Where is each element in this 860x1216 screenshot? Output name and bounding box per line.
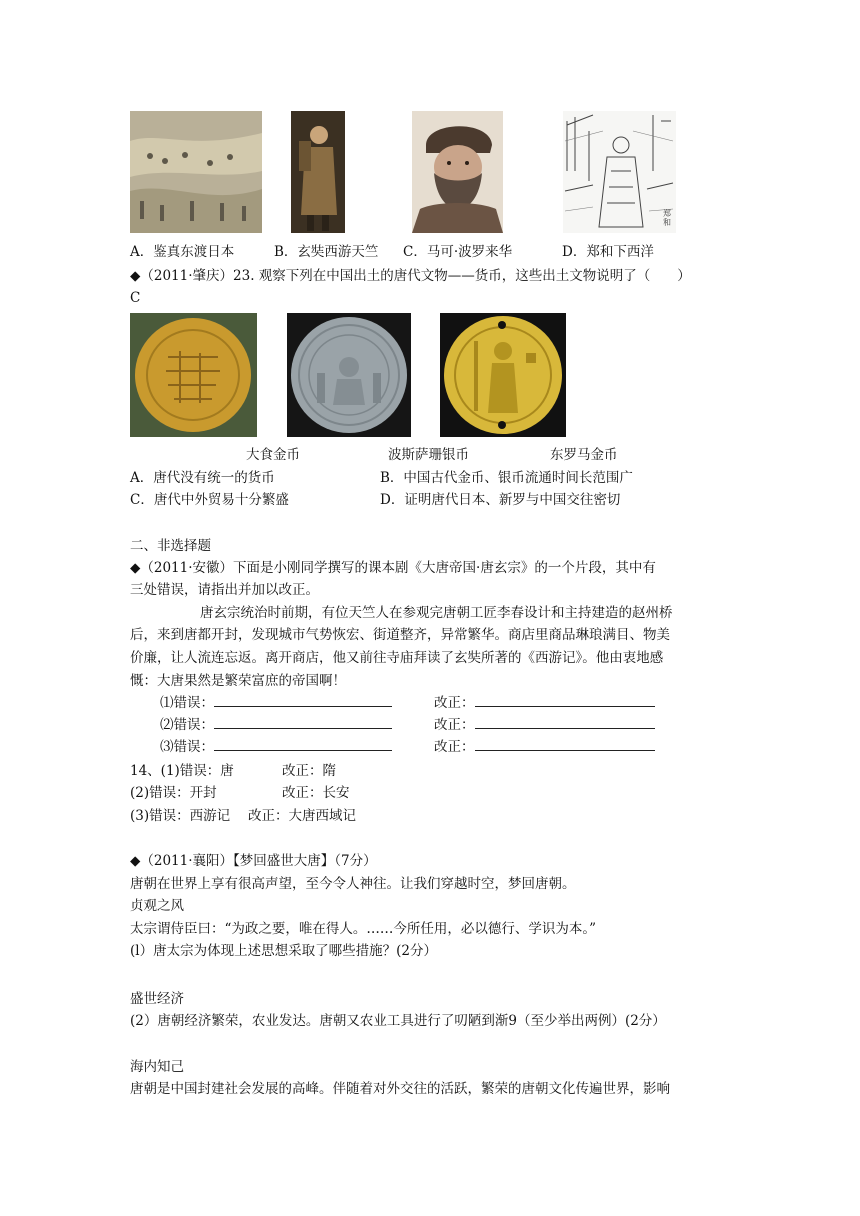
section-heading: 二、非选择题: [130, 538, 211, 554]
fix-answer-blank[interactable]: [475, 693, 655, 707]
subheading-haineizhiji: 海内知己: [130, 1059, 184, 1075]
fix-answer-blank[interactable]: [475, 737, 655, 751]
blank-row-3: [160, 737, 392, 757]
coin-caption-dashi: 大食金币: [246, 447, 300, 463]
jianzhen-mural-image: [130, 111, 262, 233]
taizong-quote: 太宗谓侍臣曰：“为政之要，唯在得人。……今所任用，必以德行、学识为本。”: [130, 921, 597, 937]
fix-label: 改正：: [434, 717, 475, 733]
fix-row-2: [434, 715, 655, 735]
fix-answer-blank[interactable]: [475, 715, 655, 729]
subheading-economy: 盛世经济: [130, 991, 184, 1007]
answer-2-error: (2)错误：开封: [130, 785, 217, 801]
error-label: ⑵错误：: [160, 717, 214, 733]
fix-row-3: [434, 737, 655, 757]
answer-3-error: (3)错误：西游记: [130, 808, 231, 824]
image-caption-a: A．鉴真东渡日本: [130, 244, 235, 260]
xuanzang-image: [291, 111, 345, 233]
zhenghe-label: 郑和: [663, 209, 671, 227]
answer-3-fix: 改正：大唐西域记: [248, 808, 356, 824]
sasanian-silver-coin-image: [287, 313, 411, 437]
fix-label: 改正：: [434, 695, 475, 711]
subheading-zhenguan: 贞观之风: [130, 898, 184, 914]
passage-line-2: 后，来到唐都开封，发现城市气势恢宏、街道整齐，异常繁华。商店里商品琳琅满目、物美: [130, 627, 670, 643]
final-paragraph-line: 唐朝是中国封建社会发展的高峰。伴随着对外交往的活跃，繁荣的唐朝文化传遍世界，影响: [130, 1081, 670, 1097]
option-b: B．中国古代金币、银币流通时间长范围广: [380, 470, 633, 486]
option-c: C．唐代中外贸易十分繁盛: [130, 492, 289, 508]
error-answer-blank[interactable]: [214, 715, 392, 729]
answer-1-fix: 改正：隋: [282, 763, 336, 779]
passage-line-3: 价廉，让人流连忘返。离开商店，他又前往寺庙拜读了玄奘所著的《西游记》。他由衷地感: [130, 650, 664, 666]
fix-row-1: [434, 693, 655, 713]
image-caption-d: D．郑和下西洋: [562, 244, 654, 260]
question-23-stem: ◆（2011·肇庆）23. 观察下列在中国出土的唐代文物——货币，这些出土文物说明了（ ）: [130, 268, 691, 284]
option-d: D．证明唐代日本、新罗与中国交往密切: [380, 492, 621, 508]
blank-row-2: [160, 715, 392, 735]
answer-2-fix: 改正：长安: [282, 785, 350, 801]
answer-1-error: 14、(1)错误：唐: [130, 763, 234, 779]
option-a: A．唐代没有统一的货币: [130, 470, 275, 486]
question-14-stem-2: 三处错误，请指出并加以改正。: [130, 582, 319, 598]
marco-polo-portrait-image: [412, 111, 503, 233]
sub-question-2: (2）唐朝经济繁荣，农业发达。唐朝又农业工具进行了叨陋到渐9（至少举出两例）(2分）: [130, 1013, 666, 1029]
error-answer-blank[interactable]: [214, 737, 392, 751]
error-label: ⑶错误：: [160, 739, 214, 755]
xiangyang-intro: 唐朝在世界上享有很高声望，至今令人神往。让我们穿越时空，梦回唐朝。: [130, 876, 576, 892]
question-23-answer: C: [130, 290, 141, 306]
xiangyang-question-title: ◆（2011·襄阳）【梦回盛世大唐】（7分）: [130, 853, 377, 869]
blank-row-1: [160, 693, 392, 713]
byzantine-gold-coin-image: [440, 313, 566, 437]
passage-line-4: 慨：大唐果然是繁荣富庶的帝国啊！: [130, 673, 346, 689]
fix-label: 改正：: [434, 739, 475, 755]
sub-question-1: (l）唐太宗为体现上述思想采取了哪些措施？(2分）: [130, 943, 437, 959]
dashi-gold-coin-image: [130, 313, 257, 437]
question-14-stem-1: ◆（2011·安徽）下面是小刚同学撰写的课本剧《大唐帝国·唐玄宗》的一个片段，其中有: [130, 560, 656, 576]
zhenghe-sketch-image: [563, 111, 676, 233]
coin-caption-sasanian: 波斯萨珊银币: [388, 447, 469, 463]
passage-line-1: 唐玄宗统治时前期，有位天竺人在参观完唐朝工匠李春设计和主持建造的赵州桥: [200, 605, 673, 621]
image-caption-b: B．玄奘西游天竺: [274, 244, 379, 260]
coin-caption-byzantine: 东罗马金币: [550, 447, 618, 463]
error-label: ⑴错误：: [160, 695, 214, 711]
image-caption-c: C．马可·波罗来华: [403, 244, 513, 260]
error-answer-blank[interactable]: [214, 693, 392, 707]
